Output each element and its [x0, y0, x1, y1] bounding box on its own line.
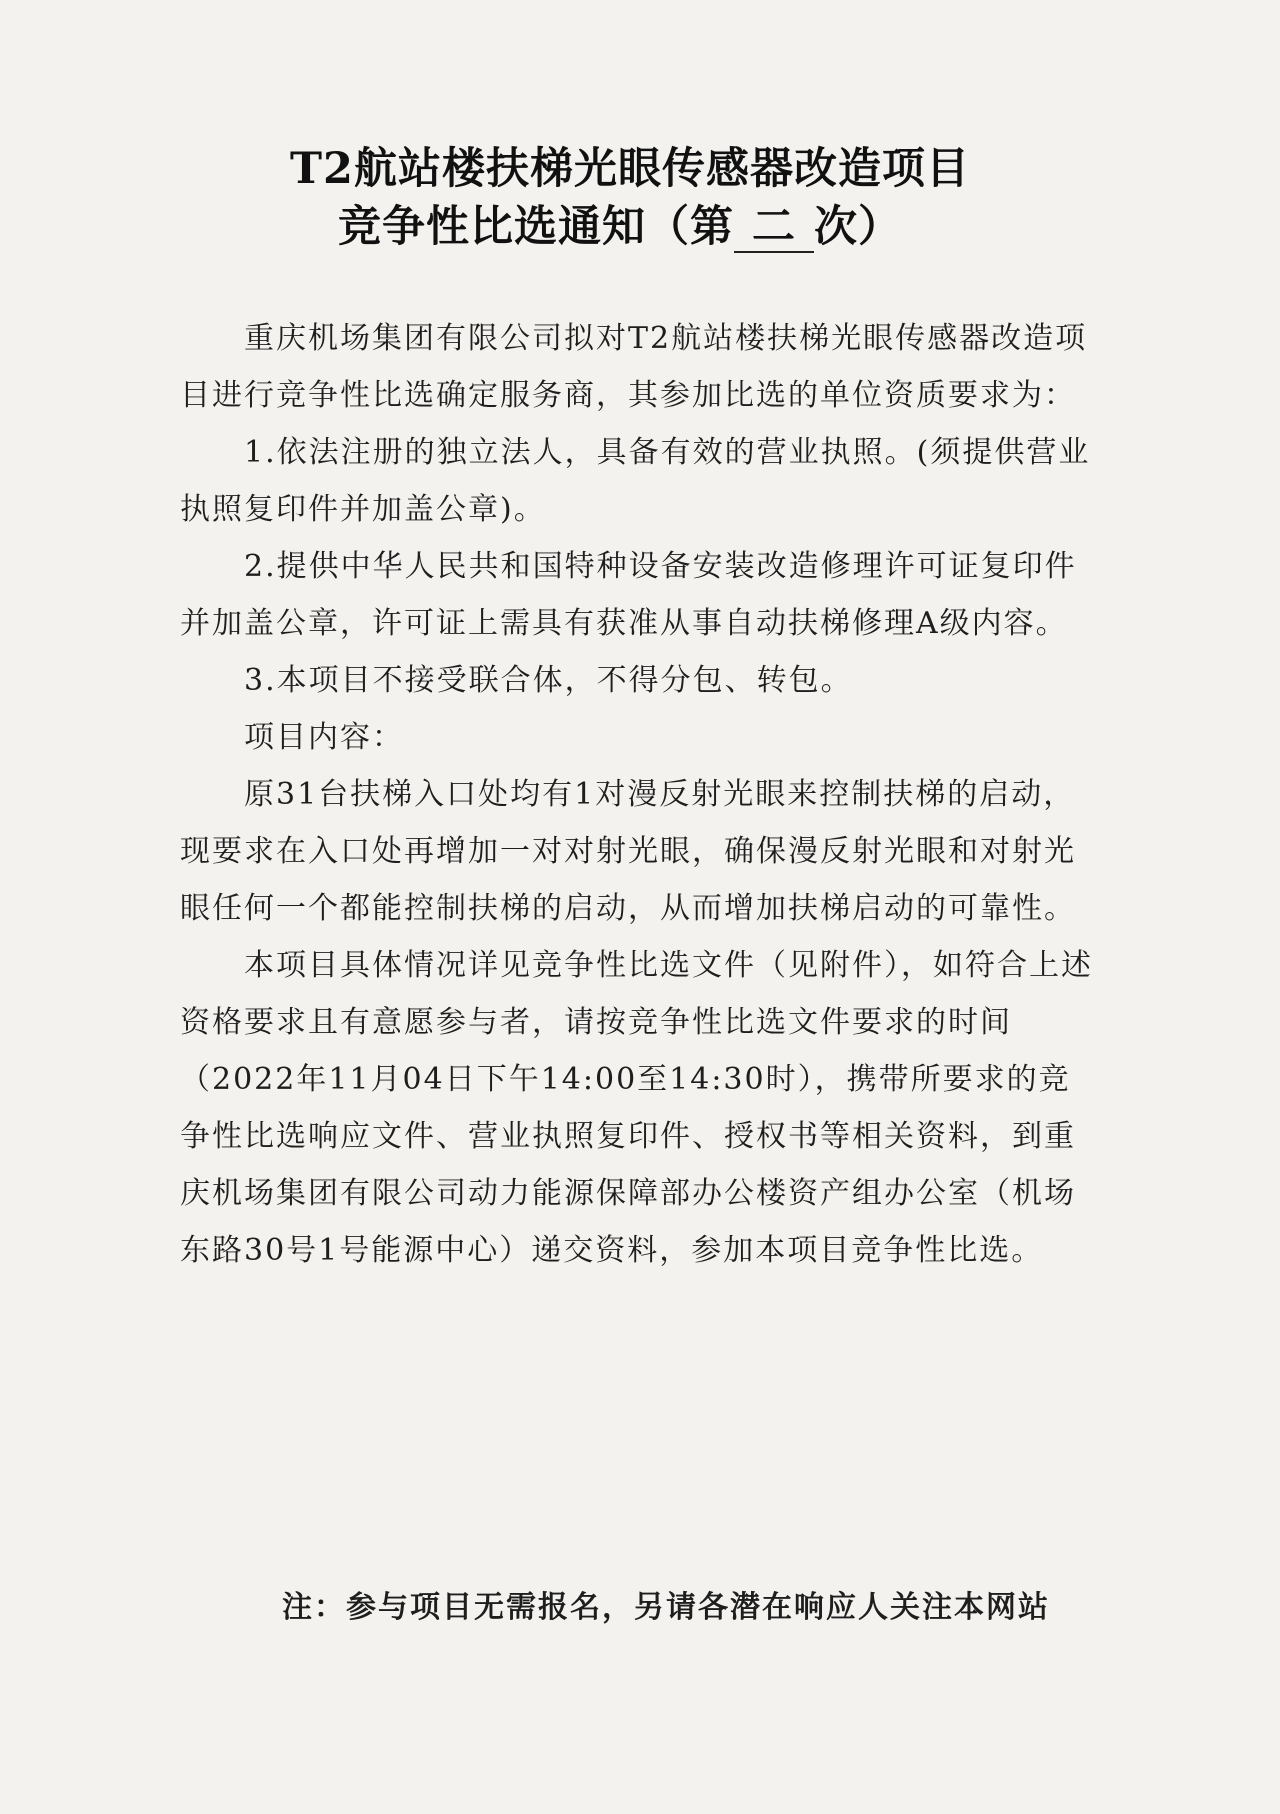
title-line-1: T2航站楼扶梯光眼传感器改造项目 [290, 144, 970, 194]
title-line-2-prefix: 竞争性比选通知（第 [338, 202, 734, 252]
footnote: 注：参与项目无需报名，另请各潜在响应人关注本网站 [282, 1590, 1050, 1625]
content-paragraph: 原31台扶梯入口处均有1对漫反射光眼来控制扶梯的启动，现要求在入口处再增加一对对射光眼，确保漫反射光眼和对射光眼任何一个都能控制扶梯的启动，从而增加扶梯启动的可靠性。 [180, 777, 1076, 926]
requirement-1: 1.依法注册的独立法人，具备有效的营业执照。(须提供营业执照复印件并加盖公章)。 [180, 435, 1091, 527]
intro-paragraph: 重庆机场集团有限公司拟对T2航站楼扶梯光眼传感器改造项目进行竞争性比选确定服务商，其参加比选的单位资质要求为： [180, 321, 1088, 413]
title-line-2-suffix: 次） [814, 202, 902, 252]
notice-title [0, 140, 1280, 256]
title-round-number: 二 [734, 203, 814, 253]
requirement-3: 3.本项目不接受联合体，不得分包、转包。 [244, 663, 853, 698]
content-heading: 项目内容： [244, 720, 404, 755]
notice-body [180, 310, 1100, 1279]
requirement-2: 2.提供中华人民共和国特种设备安装改造修理许可证复印件并加盖公章，许可证上需具有获准从事自动扶梯修理A级内容。 [180, 549, 1077, 641]
title-line-2 [0, 198, 1280, 256]
submission-paragraph: 本项目具体情况详见竞争性比选文件（见附件），如符合上述资格要求且有意愿参与者，请按竞争性比选文件要求的时间（2022年11月04日下午14:00至14:30时），携带所要求的竞争性比选响应文件、营业执照复印件、授权书等相关资料，到重庆机场集团有限公司动力能源保障部办公楼资产组办公室（机场东路30号1号能源中心）递交资料，参加本项目竞争性比选。 [180, 948, 1093, 1268]
